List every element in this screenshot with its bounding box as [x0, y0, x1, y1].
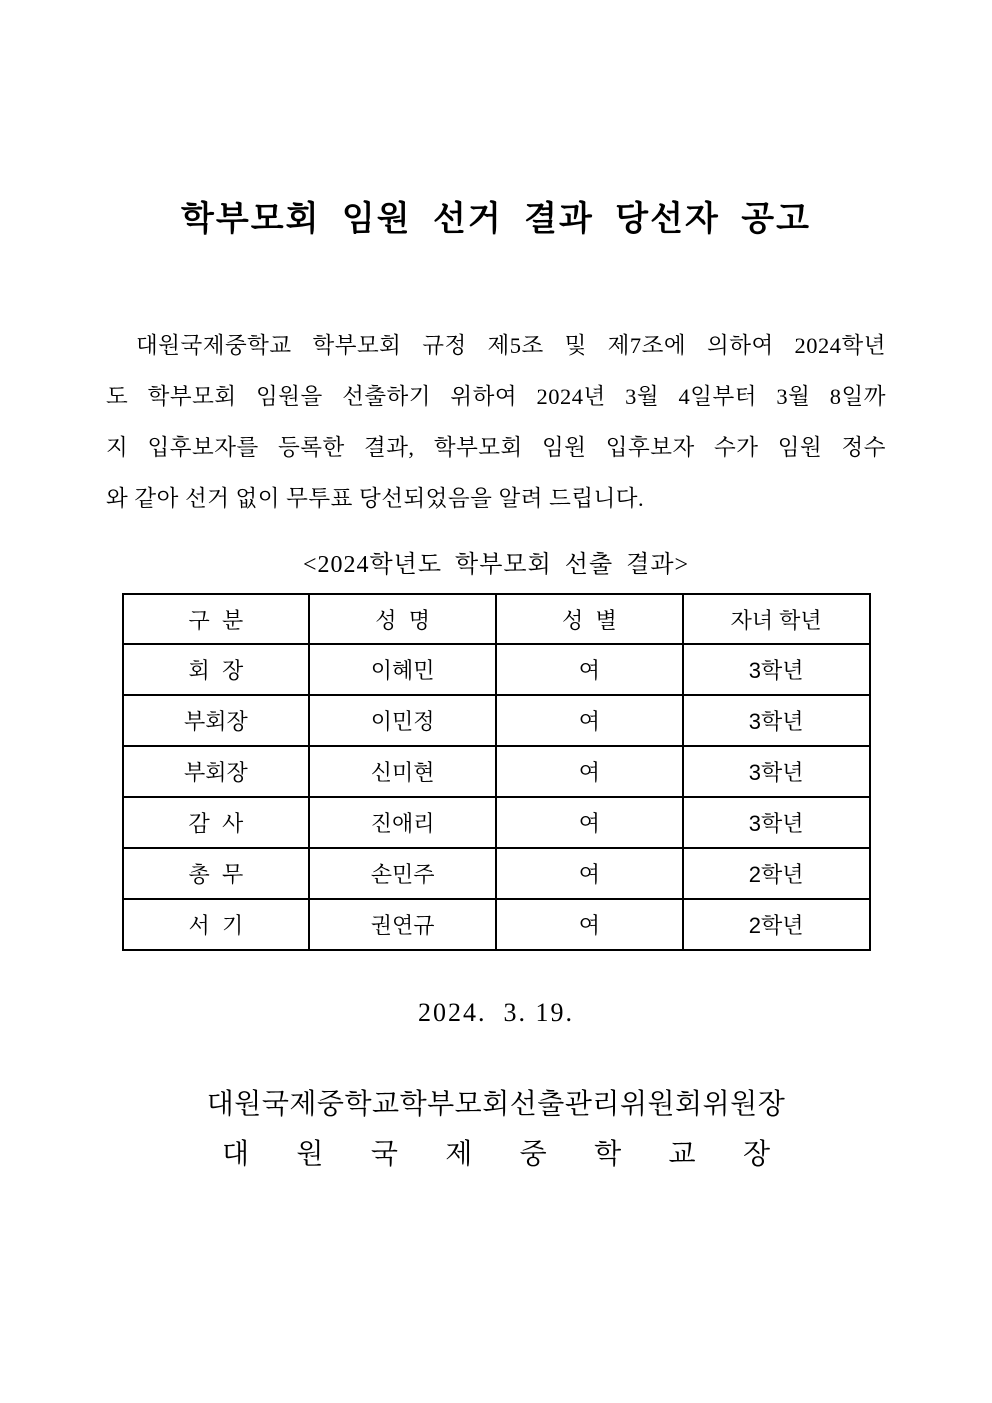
document-title: 학부모회 임원 선거 결과 당선자 공고 — [181, 200, 811, 238]
table-cell: 이혜민 — [309, 644, 496, 695]
paragraph-line-1: 대원국제중학교 학부모회 규정 제5조 및 제7조에 의하여 2024학년 — [136, 333, 886, 358]
table-row — [123, 644, 870, 695]
table-cell: 손민주 — [309, 848, 496, 899]
signature-committee-chair: 대원국제중학교학부모회선출관리위원회위원장 — [206, 1089, 786, 1120]
table-cell: 권연규 — [309, 899, 496, 950]
paragraph-line-3: 지 입후보자를 등록한 결과, 학부모회 임원 입후보자 수가 임원 정수 — [106, 435, 886, 460]
table-row — [123, 797, 870, 848]
table-row — [123, 899, 870, 950]
table-cell: 서 기 — [123, 899, 310, 950]
table-cell: 총 무 — [123, 848, 310, 899]
table-cell: 신미현 — [309, 746, 496, 797]
table-cell: 부회장 — [123, 746, 310, 797]
table-body — [123, 644, 870, 950]
column-header: 자녀 학년 — [683, 594, 870, 644]
table-cell: 여 — [496, 746, 683, 797]
table-cell: 2학년 — [683, 899, 870, 950]
column-header: 성 별 — [496, 594, 683, 644]
signature-principal: 대 원 국 제 중 학 교 장 — [222, 1139, 770, 1170]
table-row — [123, 695, 870, 746]
body-paragraph — [106, 320, 886, 524]
header-row — [123, 594, 870, 644]
table-cell: 여 — [496, 644, 683, 695]
table-cell: 2학년 — [683, 848, 870, 899]
table-cell: 감 사 — [123, 797, 310, 848]
table-cell: 3학년 — [683, 746, 870, 797]
paragraph-line-2: 도 학부모회 임원을 선출하기 위하여 2024년 3월 4일부터 3월 8일까 — [106, 384, 886, 409]
table-cell: 부회장 — [123, 695, 310, 746]
paragraph-line-4: 와 같아 선거 없이 무투표 당선되었음을 알려 드립니다. — [106, 486, 645, 511]
table-cell: 3학년 — [683, 797, 870, 848]
table-cell: 여 — [496, 899, 683, 950]
table-row — [123, 848, 870, 899]
column-header: 구 분 — [123, 594, 310, 644]
table-row — [123, 746, 870, 797]
table-header — [123, 594, 870, 644]
table-cell: 여 — [496, 695, 683, 746]
table-cell: 회 장 — [123, 644, 310, 695]
table-cell: 진애리 — [309, 797, 496, 848]
table-cell: 이민정 — [309, 695, 496, 746]
table-cell: 3학년 — [683, 695, 870, 746]
table-cell: 여 — [496, 797, 683, 848]
table-cell: 3학년 — [683, 644, 870, 695]
table-cell: 여 — [496, 848, 683, 899]
results-table — [122, 593, 871, 951]
document-date: 2024. 3. 19. — [418, 998, 574, 1027]
table-caption: <2024학년도 학부모회 선출 결과> — [302, 552, 690, 578]
column-header: 성 명 — [309, 594, 496, 644]
